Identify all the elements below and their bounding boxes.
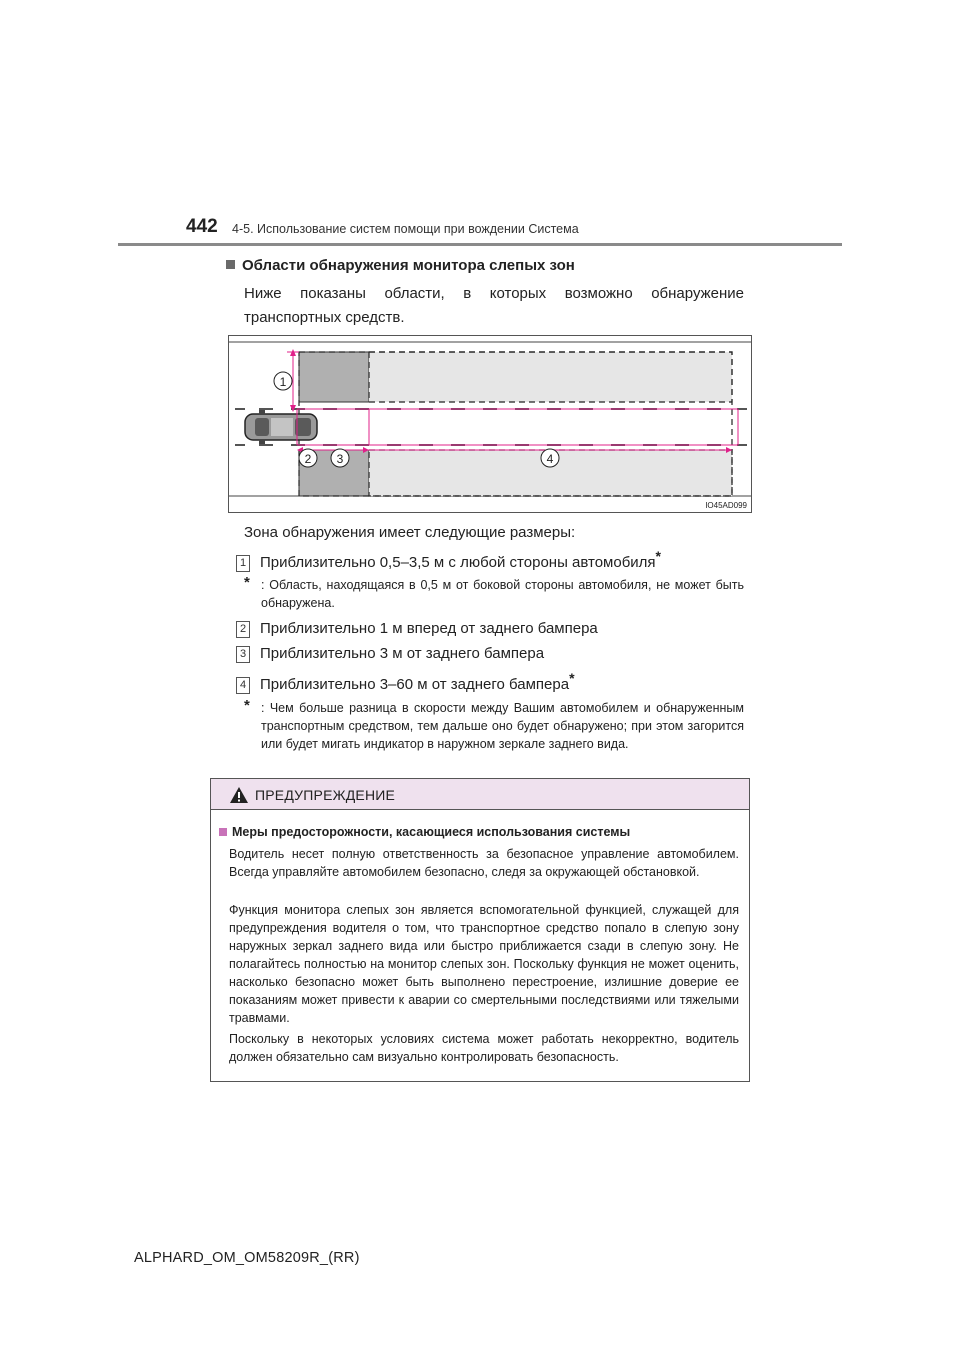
sizes-intro: Зона обнаружения имеет следующие размеры: (244, 524, 576, 541)
warning-subtitle-text: Меры предосторожности, касающиеся использования системы (232, 825, 631, 839)
page-number: 442 (186, 216, 218, 237)
warning-triangle-icon (229, 786, 249, 804)
footnote-star: * (244, 574, 250, 591)
footnote-2 (244, 699, 744, 753)
footnote-star: * (569, 670, 575, 686)
footnote-1 (244, 576, 744, 612)
callout-3-label: 3 (336, 452, 344, 466)
footnote-star: * (244, 697, 250, 714)
size-item-text: Приблизительно 3–60 м от заднего бампера (260, 676, 570, 693)
callout-1-label: 1 (279, 375, 287, 389)
callout-2-label: 2 (304, 452, 312, 466)
detection-area-diagram (228, 335, 752, 513)
item-number-box: 3 (236, 646, 250, 663)
bullet-square-icon (219, 828, 227, 836)
zone-left-dark (299, 352, 369, 402)
warning-box (210, 778, 750, 1082)
footnote-star: * (655, 548, 661, 564)
footnote-text: : Чем больше разница в скорости между Вашим автомобилем и обнаруженным транспортным средством, тем дальше оно будет обнаружено; при этом загорится или будет мигать индикатор в наружном зеркале заднего вида. (261, 701, 744, 751)
breadcrumb: 4-5. Использование систем помощи при вождении Система (232, 222, 579, 236)
diagram-drawing (229, 336, 751, 512)
size-item-4 (236, 670, 575, 694)
size-item-3 (236, 645, 544, 663)
image-code: IO45AD099 (705, 501, 747, 510)
size-item-2 (236, 620, 598, 638)
section-intro: Ниже показаны области, в которых возможно обнаружение транспортных средств. (244, 285, 744, 326)
warning-subtitle (219, 825, 630, 839)
size-item-text: Приблизительно 0,5–3,5 м с любой стороны автомобиля (260, 554, 656, 571)
callout-4-label: 4 (546, 452, 554, 466)
bullet-square-icon (226, 260, 235, 269)
warning-paragraph-3: Поскольку в некоторых условиях система может работать некорректно, водитель должен обязательно сам визуально контролировать безопасность. (229, 1032, 739, 1064)
header-divider (118, 243, 842, 246)
item-number-box: 4 (236, 677, 250, 694)
warning-title: ПРЕДУПРЕЖДЕНИЕ (255, 787, 396, 803)
footnote-text: : Область, находящаяся в 0,5 м от боковой стороны автомобиля, не может быть обнаружена. (261, 578, 744, 610)
warning-paragraph-2: Функция монитора слепых зон является вспомогательной функцией, служащей для предупреждения водителя о том, что транспортное средство попало в слепую зону наружных зеркал заднего вида или быстро приближается сзади в слепую зону. Не полагайтесь полностью на монитор слепых зон. Поскольку функция не может оценить, насколько безопасно может быть выполнено перестроение, излишние доверие ее показаниям может привести к аварии со смертельными последствиями или тяжелыми травмами. (229, 903, 739, 1025)
size-item-1 (236, 548, 661, 572)
vehicle-icon (245, 410, 317, 444)
size-item-text: Приблизительно 3 м от заднего бампера (260, 645, 545, 662)
warning-paragraph-1: Водитель несет полную ответственность за безопасное управление автомобилем. Всегда управляйте автомобилем безопасно, следя за окружающей обстановкой. (229, 847, 739, 879)
section-title-text: Области обнаружения монитора слепых зон (242, 257, 575, 274)
item-number-box: 2 (236, 621, 250, 638)
warning-header (211, 779, 749, 810)
section-heading (226, 257, 575, 274)
zone-left-extended (369, 352, 732, 402)
footer-doc-code: ALPHARD_OM_OM58209R_(RR) (134, 1250, 360, 1266)
item-number-box: 1 (236, 555, 250, 572)
size-item-text: Приблизительно 1 м вперед от заднего бампера (260, 620, 598, 637)
